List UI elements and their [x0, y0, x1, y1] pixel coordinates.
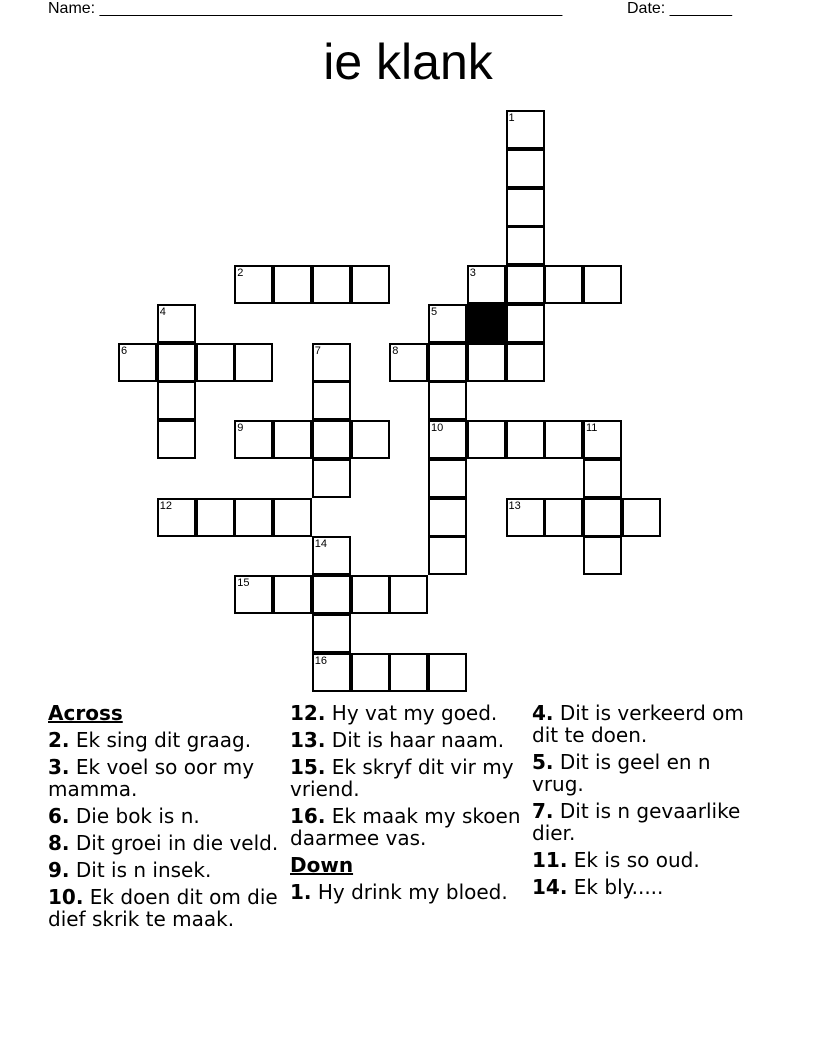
grid-cell[interactable] — [428, 498, 467, 537]
grid-cell[interactable] — [312, 381, 351, 420]
grid-cell[interactable] — [234, 265, 273, 304]
cell-number: 13 — [508, 499, 521, 512]
clue-across-13 — [290, 729, 526, 751]
clue-number: 7. — [532, 799, 554, 823]
clue-number: 5. — [532, 750, 554, 774]
grid-cell[interactable] — [506, 226, 545, 265]
clue-text: Ek maak my skoen daarmee vas. — [290, 804, 521, 850]
clue-number: 14. — [532, 875, 568, 899]
clues-column-2 — [290, 702, 526, 908]
grid-cell[interactable] — [506, 188, 545, 227]
grid-cell[interactable] — [583, 420, 622, 459]
grid-cell[interactable] — [157, 343, 196, 382]
clue-number: 1. — [290, 880, 312, 904]
clue-text: Ek skryf dit vir my vriend. — [290, 755, 514, 801]
clue-down-11 — [532, 849, 768, 871]
clue-number: 12. — [290, 701, 326, 725]
grid-cell[interactable] — [583, 459, 622, 498]
clue-number: 4. — [532, 701, 554, 725]
grid-cell[interactable] — [583, 265, 622, 304]
grid-cell[interactable] — [157, 498, 196, 537]
grid-cell[interactable] — [312, 575, 351, 614]
cell-number: 14 — [314, 538, 328, 551]
clue-across-15 — [290, 756, 526, 800]
clue-text: Hy vat my goed. — [331, 701, 498, 725]
grid-cell[interactable] — [157, 420, 196, 459]
grid-cell[interactable] — [506, 343, 545, 382]
grid-cell[interactable] — [506, 498, 545, 537]
clue-across-10 — [48, 886, 284, 930]
clue-across-6 — [48, 805, 284, 827]
clue-number: 13. — [290, 728, 326, 752]
clue-down-4 — [532, 702, 768, 746]
grid-cell[interactable] — [351, 265, 390, 304]
clue-number: 15. — [290, 755, 326, 779]
grid-cell[interactable] — [428, 536, 467, 575]
cell-number: 4 — [159, 305, 166, 318]
cell-number: 10 — [431, 422, 444, 434]
clue-text: Ek voel so oor my mamma. — [48, 755, 255, 801]
grid-block — [467, 304, 506, 343]
grid-cell[interactable] — [506, 420, 545, 459]
grid-cell[interactable] — [273, 575, 312, 614]
grid-cell[interactable] — [118, 343, 157, 382]
grid-cell[interactable] — [351, 653, 390, 692]
cell-number: 9 — [237, 422, 244, 434]
clue-across-3 — [48, 756, 284, 800]
cell-number: 1 — [508, 112, 515, 124]
clue-number: 16. — [290, 804, 326, 828]
grid-cell[interactable] — [234, 498, 273, 537]
grid-cell[interactable] — [506, 265, 545, 304]
grid-cell[interactable] — [389, 575, 428, 614]
clue-number: 9. — [48, 858, 70, 882]
grid-cell[interactable] — [273, 498, 312, 537]
cell-number: 16 — [314, 654, 328, 667]
grid-cell[interactable] — [196, 343, 235, 382]
cell-number: 2 — [237, 267, 244, 279]
grid-cell[interactable] — [428, 653, 467, 692]
grid-cell[interactable] — [428, 381, 467, 420]
grid-cell[interactable] — [506, 110, 545, 149]
grid-cell[interactable] — [467, 343, 506, 382]
cell-number: 6 — [121, 344, 128, 357]
grid-cell[interactable] — [312, 420, 351, 459]
clue-down-14 — [532, 876, 768, 898]
clue-text: Dit is haar naam. — [331, 728, 505, 752]
grid-cell[interactable] — [583, 536, 622, 575]
grid-cell[interactable] — [234, 343, 273, 382]
clue-down-1 — [290, 881, 526, 903]
clue-text: Dit is n gevaarlike dier. — [532, 799, 741, 845]
grid-cell[interactable] — [622, 498, 661, 537]
clue-text: Dit is geel en n vrug. — [532, 750, 711, 796]
grid-cell[interactable] — [312, 536, 351, 575]
cell-number: 11 — [586, 422, 598, 434]
clue-number: 6. — [48, 804, 70, 828]
grid-cell[interactable] — [273, 420, 312, 459]
grid-cell[interactable] — [467, 265, 506, 304]
clue-number: 3. — [48, 755, 70, 779]
grid-cell[interactable] — [428, 420, 467, 459]
grid-cell[interactable] — [428, 304, 467, 343]
clue-across-9 — [48, 859, 284, 881]
grid-cell[interactable] — [428, 459, 467, 498]
clue-text: Ek is so oud. — [573, 848, 700, 872]
grid-cell[interactable] — [273, 265, 312, 304]
page-title: ie klank — [323, 34, 493, 90]
clues-column-1 — [48, 702, 284, 935]
clue-text: Ek doen dit om die dief skrik te maak. — [48, 885, 278, 931]
clue-text: Dit is n insek. — [75, 858, 212, 882]
grid-cell[interactable] — [428, 343, 467, 382]
grid-cell[interactable] — [467, 420, 506, 459]
clue-down-5 — [532, 751, 768, 795]
grid-cell[interactable] — [544, 498, 583, 537]
grid-cell[interactable] — [312, 459, 351, 498]
grid-cell[interactable] — [506, 304, 545, 343]
grid-cell[interactable] — [312, 265, 351, 304]
clue-down-7 — [532, 800, 768, 844]
date-field-label: Date: _______ — [627, 0, 732, 17]
grid-cell[interactable] — [157, 304, 196, 343]
clue-text: Ek bly..... — [573, 875, 664, 899]
cell-number: 3 — [469, 267, 476, 279]
grid-cell[interactable] — [351, 575, 390, 614]
down-heading: Down — [290, 853, 354, 877]
name-field-label: Name: ____________________________________________________ — [48, 0, 563, 17]
clue-text: Die bok is n. — [75, 804, 200, 828]
grid-cell[interactable] — [389, 653, 428, 692]
clue-across-8 — [48, 832, 284, 854]
clue-number: 11. — [532, 848, 568, 872]
grid-cell[interactable] — [544, 420, 583, 459]
cell-number: 15 — [237, 577, 250, 589]
cell-number: 5 — [431, 305, 438, 318]
clue-across-2 — [48, 729, 284, 751]
clue-number: 10. — [48, 885, 84, 909]
clue-text: Dit is verkeerd om dit te doen. — [532, 701, 744, 747]
grid-cell[interactable] — [506, 149, 545, 188]
clue-text: Dit groei in die veld. — [75, 831, 279, 855]
clue-text: Hy drink my bloed. — [317, 880, 508, 904]
clue-text: Ek sing dit graag. — [75, 728, 252, 752]
across-heading: Across — [48, 701, 123, 725]
grid-cell[interactable] — [312, 653, 351, 692]
clue-across-16 — [290, 805, 526, 849]
grid-cell[interactable] — [157, 381, 196, 420]
clue-number: 8. — [48, 831, 70, 855]
grid-cell[interactable] — [196, 498, 235, 537]
grid-cell[interactable] — [234, 420, 273, 459]
cell-number: 8 — [392, 344, 399, 357]
clue-number: 2. — [48, 728, 70, 752]
grid-cell[interactable] — [583, 498, 622, 537]
clue-across-12 — [290, 702, 526, 724]
grid-cell[interactable] — [544, 265, 583, 304]
grid-cell[interactable] — [389, 343, 428, 382]
cell-number: 7 — [314, 344, 321, 357]
grid-cell[interactable] — [234, 575, 273, 614]
cell-number: 12 — [159, 499, 173, 512]
clues-column-3 — [532, 702, 768, 903]
grid-cell[interactable] — [312, 614, 351, 653]
grid-cell[interactable] — [351, 420, 390, 459]
grid-cell[interactable] — [312, 343, 351, 382]
